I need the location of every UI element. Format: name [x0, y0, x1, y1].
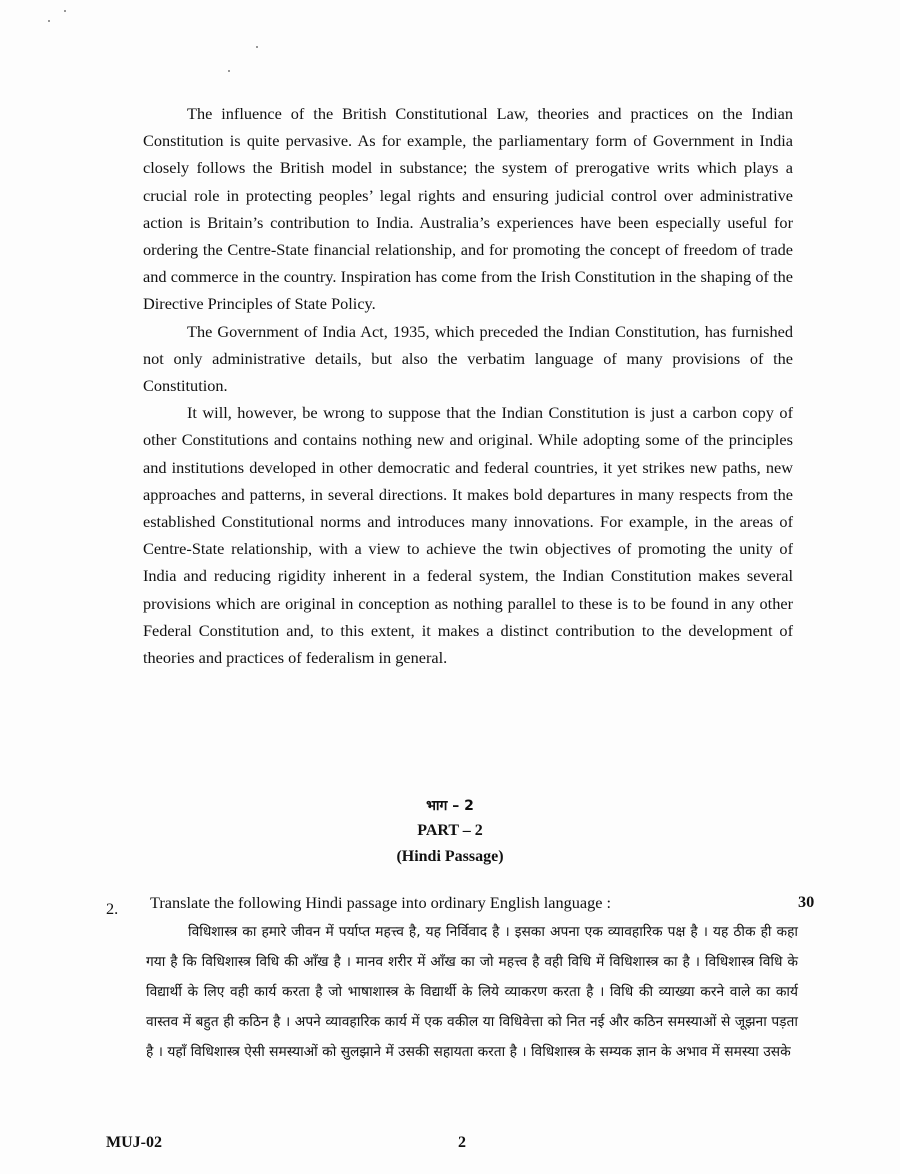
scan-speck [64, 10, 66, 12]
scan-speck [228, 70, 230, 72]
page-number: 2 [458, 1134, 466, 1151]
question-text: Translate the following Hindi passage into ordinary English language : [150, 893, 612, 912]
scan-speck [48, 20, 50, 22]
scan-speck [256, 46, 258, 48]
english-paragraph: The influence of the British Constitutional Law, theories and practices on the Indian Constitution is quite pervasive. As for example, the parliamentary form of Government in India closely follows the British model in substance; the system of prerogative writs which plays a crucial role in protecting peoples’ legal rights and ensuring judicial control over administrative action is Britain’s contribution to India. Australia’s experiences have been especially useful for ordering the Centre-State financial relationship, and for promoting the concept of freedom of trade and commerce in the country. Inspiration has come from the Irish Constitution in the shaping of the Directive Principles of State Policy. [143, 104, 793, 314]
english-paragraph: The Government of India Act, 1935, which preceded the Indian Constitution, has furnished not only administrative details, but also the verbatim language of many provisions of the Constitution. [143, 321, 793, 396]
part-subtitle: (Hindi Passage) [396, 848, 504, 865]
hindi-passage [146, 917, 798, 1067]
part-heading: PART – 2 [417, 822, 483, 839]
question-number: 2. [106, 899, 119, 918]
english-passage [143, 100, 793, 671]
course-code: MUJ-02 [106, 1134, 162, 1151]
part-heading-hindi: भाग – 2 [426, 798, 474, 814]
question-marks: 30 [798, 892, 815, 911]
english-paragraph: It will, however, be wrong to suppose that the Indian Constitution is just a carbon copy of other Constitutions and contains nothing new and original. While adopting some of the principles and institutions developed in other democratic and federal countries, it yet strikes new paths, new approaches and patterns, in several directions. It makes bold departures in many respects from the established Constitutional norms and introduces many innovations. For example, in the areas of Centre-State relationship, with a view to achieve the twin objectives of promoting the unity of India and reducing rigidity inherent in a federal system, the Indian Constitution makes several provisions which are original in conception as nothing parallel to these is to be found in any other Federal Constitution and, to this extent, it makes a distinct contribution to the development of theories and practices of federalism in general. [143, 403, 793, 668]
hindi-paragraph: विधिशास्त्र का हमारे जीवन में पर्याप्त महत्त्व है, यह निर्विवाद है । इसका अपना एक व्यावहारिक पक्ष है । यह ठीक ही कहा गया है कि विधिशास्त्र विधि की आँख है । मानव शरीर में आँख का जो महत्त्व है वही विधि में विधिशास्त्र का है । विधिशास्त्र विधि के विद्यार्थी के लिए वही कार्य करता है जो भाषाशास्त्र के विद्यार्थी के लिये व्याकरण करता है । विधि की व्याख्या करने वाले का कार्य वास्तव में बहुत ही कठिन है । अपने व्यावहारिक कार्य में एक वकील या विधिवेत्ता को नित नई और कठिन समस्याओं से जूझना पड़ता है । यहाँ विधिशास्त्र ऐसी समस्याओं को सुलझाने में उसकी सहायता करता है । विधिशास्त्र के सम्यक ज्ञान के अभाव में समस्या उसके [146, 924, 798, 1060]
